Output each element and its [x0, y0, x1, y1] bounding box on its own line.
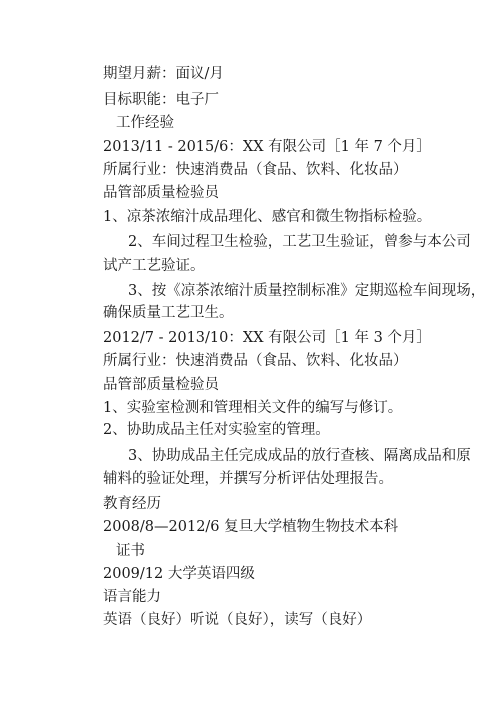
job-duty: 1、实验室检测和管理相关文件的编写与修订。 — [103, 400, 403, 416]
certificate-entry: 2009/12 大学英语四级 — [103, 566, 255, 582]
job-title: 品管部质量检验员 — [103, 377, 219, 393]
job-duty: 确保质量工艺卫生。 — [103, 305, 234, 321]
job-title: 品管部质量检验员 — [103, 185, 219, 201]
job-duty: 3、协助成品主任完成成品的放行查核、隔离成品和原 — [128, 448, 471, 464]
job-duty: 2、协助成品主任对实验室的管理。 — [103, 422, 330, 438]
target-position: 目标职能：电子厂 — [103, 92, 219, 108]
work-experience-heading: 工作经验 — [116, 115, 174, 131]
job-duty: 试产工艺验证。 — [103, 258, 205, 274]
expected-salary: 期望月薪：面议/月 — [103, 66, 224, 82]
certificate-heading: 证书 — [116, 543, 145, 559]
language-entry: 英语（良好）听说（良好），读写（良好） — [103, 612, 372, 628]
education-heading: 教育经历 — [103, 496, 161, 512]
education-entry: 2008/8—2012/6 复旦大学植物生物技术本科 — [103, 519, 399, 535]
job-duty: 辅料的验证处理，并撰写分析评估处理报告。 — [103, 471, 393, 487]
job-duty: 2、车间过程卫生检验，工艺卫生验证，曾参与本公司 — [128, 234, 471, 250]
job-period: 2012/7 - 2013/10：XX 有限公司［1 年 3 个月］ — [103, 330, 431, 346]
job-period: 2013/11 - 2015/6：XX 有限公司［1 年 7 个月］ — [103, 139, 431, 155]
job-industry: 所属行业：快速消费品（食品、饮料、化妆品） — [103, 162, 408, 178]
job-duty: 1、凉茶浓缩汁成品理化、感官和微生物指标检验。 — [103, 209, 432, 225]
job-duty: 3、按《凉茶浓缩汁质量控制标准》定期巡检车间现场， — [128, 283, 486, 299]
job-industry: 所属行业：快速消费品（食品、饮料、化妆品） — [103, 353, 408, 369]
language-heading: 语言能力 — [103, 589, 161, 605]
